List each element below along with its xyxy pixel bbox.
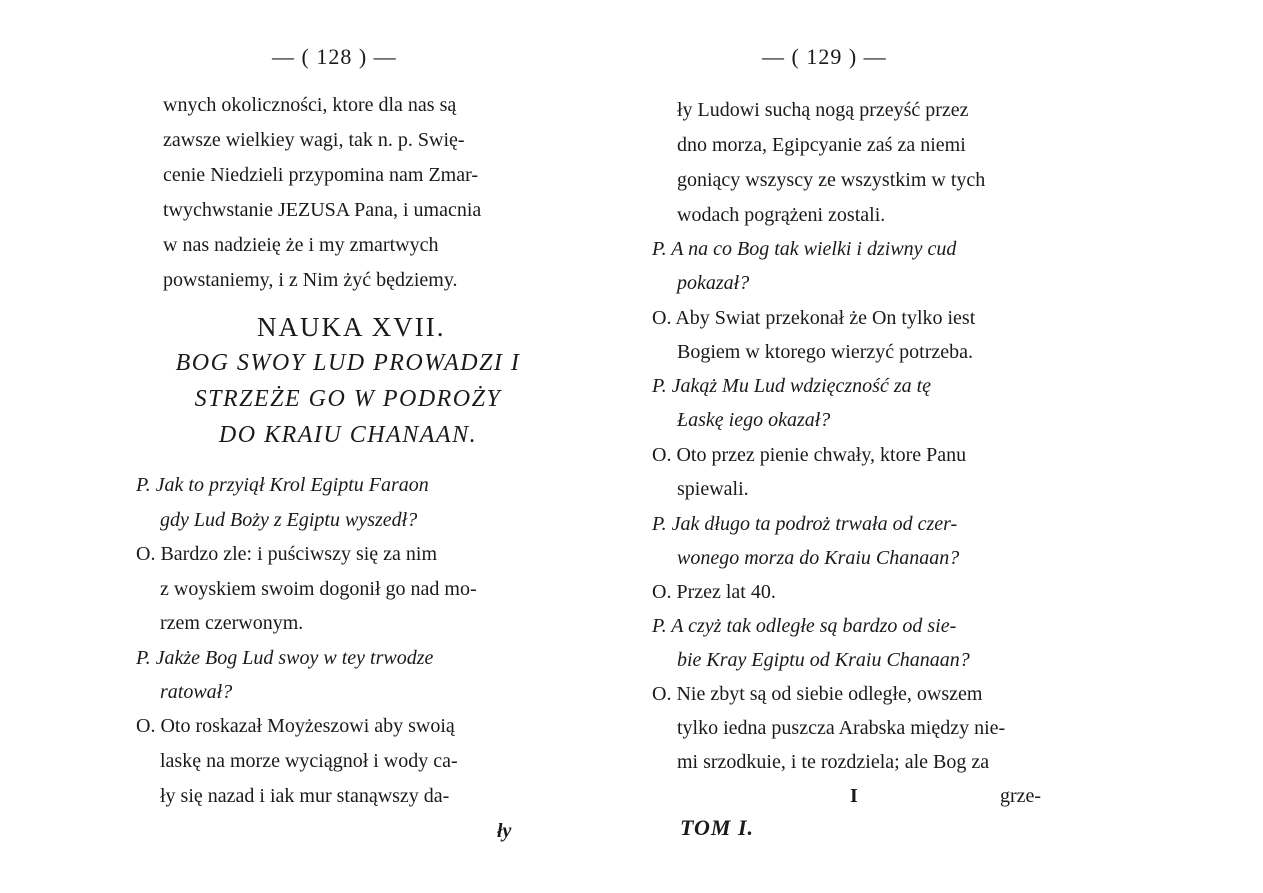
text-line: wnych okoliczności, ktore dla nas są xyxy=(163,94,457,116)
answer-line: O. Bardzo zle: i puściwszy się za nim xyxy=(136,543,438,565)
answer-line: O. Oto roskazał Moyżeszowi aby swoią xyxy=(136,715,455,737)
question-line: P. A na co Bog tak wielki i dziwny cud xyxy=(652,238,957,260)
text-line: ły Ludowi suchą nogą przeyść przez xyxy=(677,99,969,121)
question-line: P. Jak to przyiął Krol Egiptu Faraon xyxy=(136,474,429,496)
subtitle-line: DO KRAIU CHANAAN. xyxy=(218,422,478,448)
text-line: twychwstanie JEZUSA Pana, i umacnia xyxy=(163,199,482,221)
page-number-right: — ( 129 ) — xyxy=(762,44,887,69)
question-line: P. A czyż tak odległe są bardzo od sie- xyxy=(652,615,957,637)
text-line: powstaniemy, i z Nim żyć będziemy. xyxy=(163,269,458,291)
answer-line: O. Aby Swiat przekonał że On tylko iest xyxy=(652,307,976,329)
signature-mark: I xyxy=(850,785,858,807)
answer-line: rzem czerwonym. xyxy=(160,612,304,634)
text-line: dno morza, Egipcyanie zaś za niemi xyxy=(677,134,966,156)
answer-line: laskę na morze wyciągnoł i wody ca- xyxy=(160,750,458,772)
question-line: pokazał? xyxy=(677,272,750,294)
question-line: wonego morza do Kraiu Chanaan? xyxy=(677,547,960,569)
catchword-right: grze- xyxy=(1000,785,1042,807)
section-title: NAUKA XVII. xyxy=(257,312,446,342)
question-line: P. Jak długo ta podroż trwała od czer- xyxy=(652,513,958,535)
answer-line: ły się nazad i iak mur stanąwszy da- xyxy=(160,785,450,807)
subtitle-line: STRZEŻE GO W PODROŻY xyxy=(194,386,502,412)
question-line: P. Jakże Bog Lud swoy w tey trwodze xyxy=(136,647,434,669)
answer-line: O. Oto przez pienie chwały, ktore Panu xyxy=(652,444,967,466)
text-line: wodach pogrążeni zostali. xyxy=(677,204,886,226)
volume-mark: TOM I. xyxy=(680,815,755,840)
question-line: ratował? xyxy=(160,681,233,703)
question-line: gdy Lud Boży z Egiptu wyszedł? xyxy=(160,509,418,531)
catchword-left: ły xyxy=(497,820,512,842)
question-line: Łaskę iego okazał? xyxy=(677,409,831,431)
question-line: bie Kray Egiptu od Kraiu Chanaan? xyxy=(677,649,970,671)
answer-line: O. Nie zbyt są od siebie odległe, owszem xyxy=(652,683,983,705)
question-line: P. Jakąż Mu Lud wdzięczność za tę xyxy=(652,375,932,397)
text-line: cenie Niedzieli przypomina nam Zmar- xyxy=(163,164,479,186)
answer-line: tylko iedna puszcza Arabska między nie- xyxy=(677,717,1006,739)
answer-line: spiewali. xyxy=(677,478,749,500)
answer-line: z woyskiem swoim dogonił go nad mo- xyxy=(160,578,477,600)
page-number-left: — ( 128 ) — xyxy=(272,44,397,69)
answer-line: Bogiem w ktorego wierzyć potrzeba. xyxy=(677,341,974,363)
text-line: goniący wszyscy ze wszystkim w tych xyxy=(677,169,986,191)
text-line: w nas nadzieię że i my zmartwych xyxy=(163,234,439,256)
text-line: zawsze wielkiey wagi, tak n. p. Swię- xyxy=(163,129,465,151)
answer-line: mi srzodkuie, i te rozdziela; ale Bog za xyxy=(677,751,990,773)
answer-line: O. Przez lat 40. xyxy=(652,581,776,603)
subtitle-line: BOG SWOY LUD PROWADZI I xyxy=(175,350,521,376)
right-page xyxy=(632,0,1263,893)
